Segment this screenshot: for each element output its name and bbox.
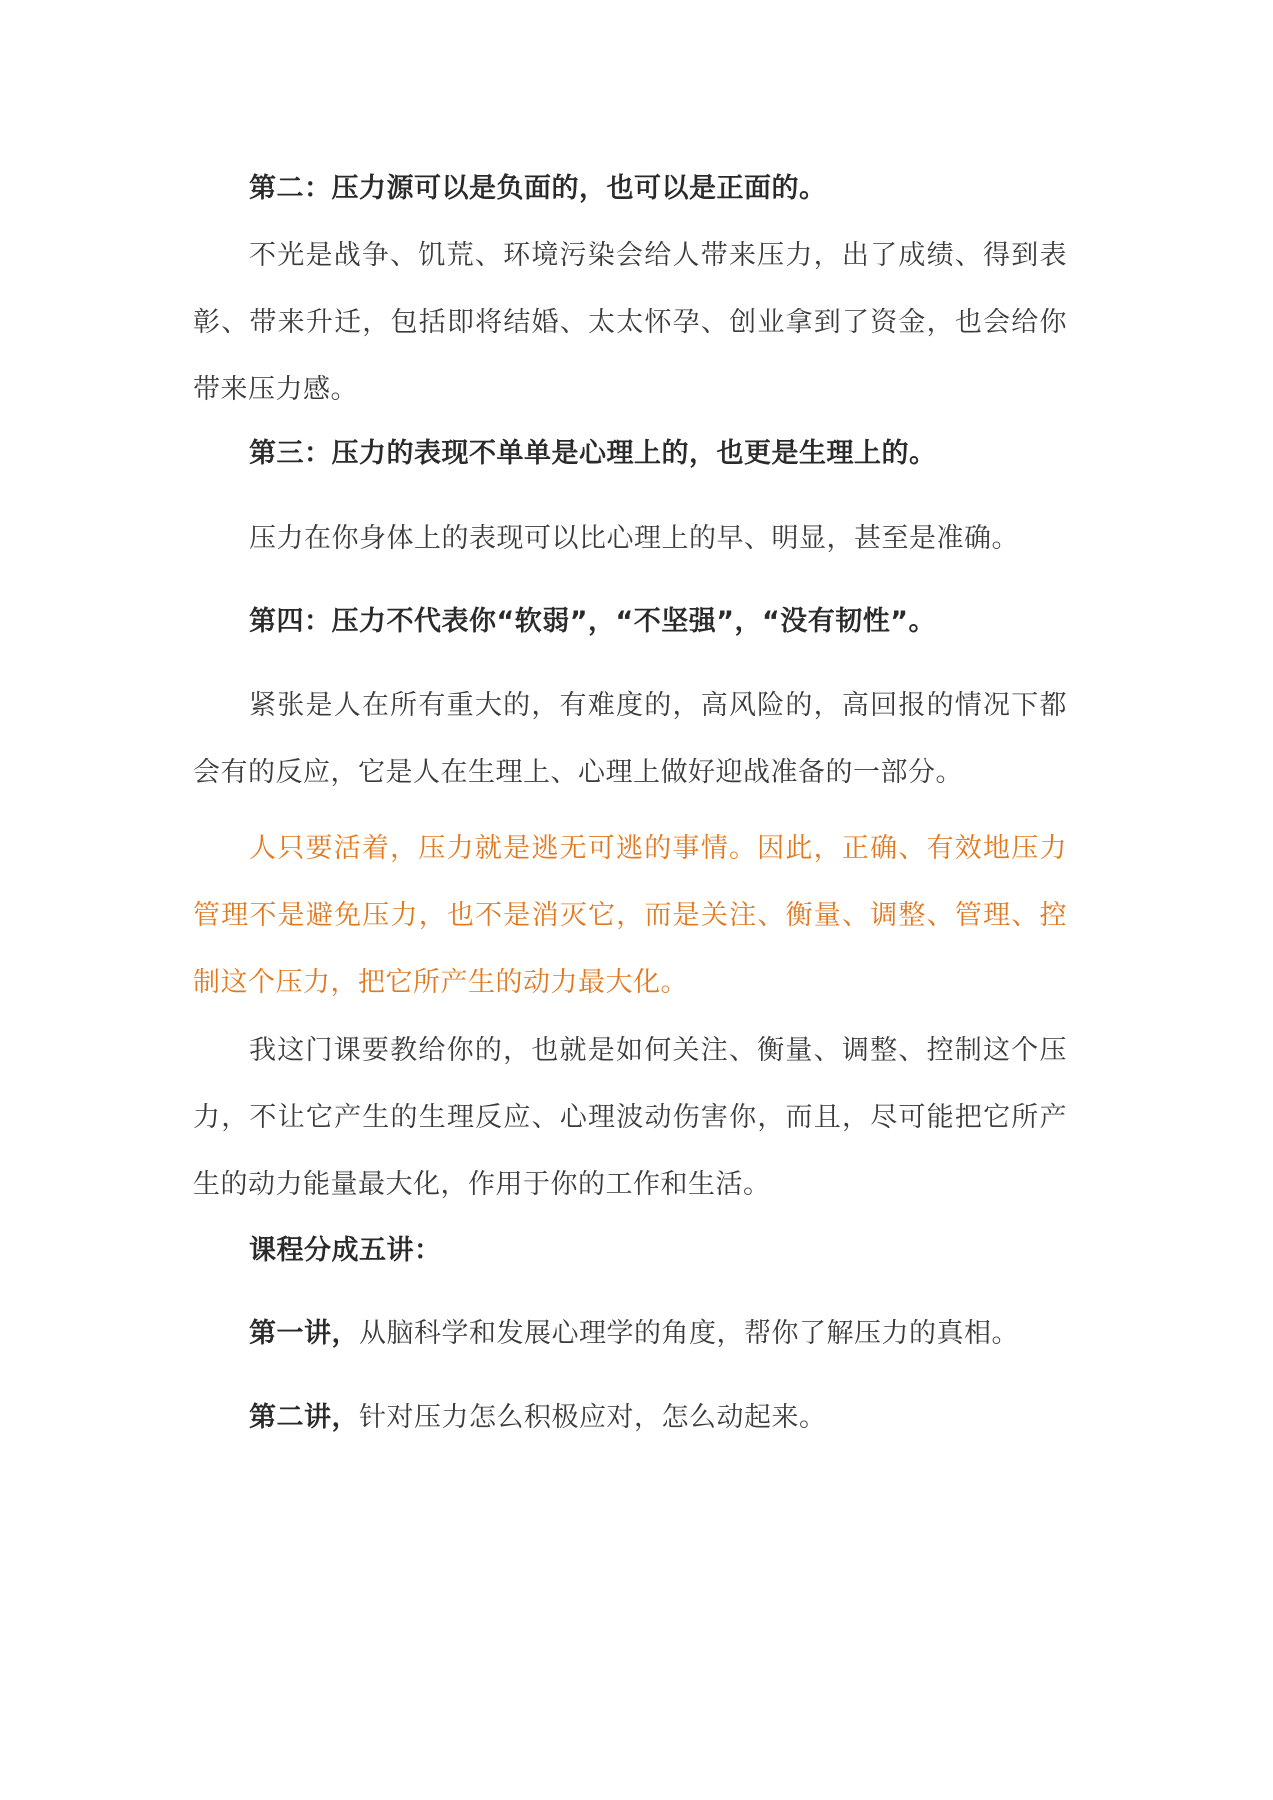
lecture-1-text: 从脑科学和发展心理学的角度，帮你了解压力的真相。 (359, 1318, 1019, 1349)
paragraph-course-intro: 我这门课要教给你的，也就是如何关注、衡量、调整、控制这个压力，不让它产生的生理反应、心理波动伤害你，而且，尽可能把它所产生的动力能量最大化，作用于你的工作和生活。 (193, 1035, 1067, 1200)
lecture-item-2 (193, 1384, 1067, 1451)
lecture-2-lead: 第二讲， (249, 1402, 359, 1433)
heading-point-four: 第四：压力不代表你“软弱”，“不坚强”，“没有韧性”。 (249, 606, 936, 637)
lecture-1-lead: 第一讲， (249, 1318, 359, 1349)
heading-point-three: 第三：压力的表现不单单是心理上的，也更是生理上的。 (249, 438, 937, 469)
highlight-paragraph: 人只要活着，压力就是逃无可逃的事情。因此，正确、有效地压力管理不是避免压力，也不是消灭它，而是关注、衡量、调整、管理、控制这个压力，把它所产生的动力最大化。 (193, 833, 1067, 998)
lecture-2-text: 针对压力怎么积极应对，怎么动起来。 (359, 1402, 827, 1433)
paragraph-physical-stress: 压力在你身体上的表现可以比心理上的早、明显，甚至是准确。 (249, 523, 1019, 554)
lecture-item-1 (193, 1300, 1067, 1367)
paragraph-positive-stress: 不光是战争、饥荒、环境污染会给人带来压力，出了成绩、得到表彰、带来升迁，包括即将结婚、太太怀孕、创业拿到了资金，也会给你带来压力感。 (193, 240, 1067, 405)
paragraph-tension: 紧张是人在所有重大的，有难度的，高风险的，高回报的情况下都会有的反应，它是人在生理上、心理上做好迎战准备的一部分。 (193, 690, 1067, 788)
heading-point-two: 第二：压力源可以是负面的，也可以是正面的。 (249, 173, 827, 204)
heading-course-outline: 课程分成五讲： (249, 1235, 442, 1266)
